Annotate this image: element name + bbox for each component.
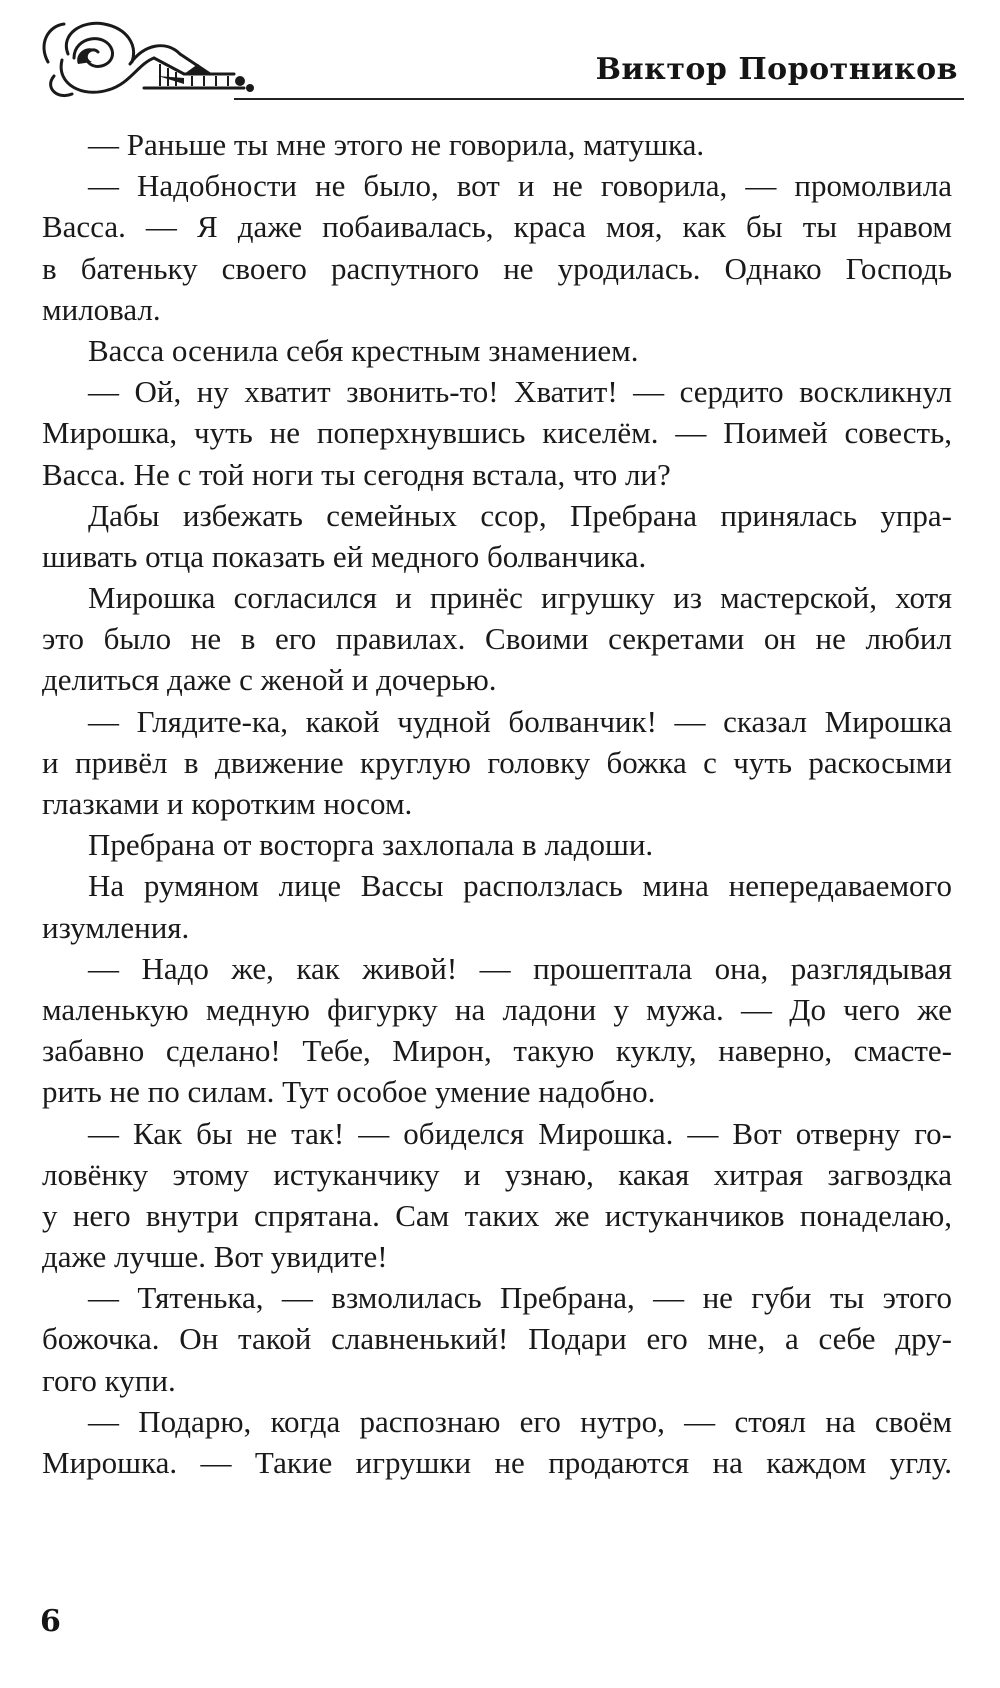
page-number: 6 bbox=[40, 1604, 61, 1639]
text-line: маленькую медную фигурку на ладони у мужа. — До чего же bbox=[42, 991, 952, 1027]
text-line: Васса осенила себя крестным знамением. bbox=[88, 332, 639, 368]
text-line: изумления. bbox=[42, 909, 190, 945]
text-line: и привёл в движение круглую головку божка с чуть раскосыми bbox=[42, 744, 952, 780]
text-line: забавно сделано! Тебе, Мирон, такую куклу, наверно, смасте- bbox=[42, 1033, 952, 1069]
text-line: у него внутри спрятана. Сам таких же истуканчиков понаделаю, bbox=[42, 1197, 952, 1233]
text-line: миловал. bbox=[42, 291, 161, 327]
text-line: — Надобности не было, вот и не говорила, — промолвила bbox=[88, 168, 952, 204]
header-rule bbox=[234, 98, 964, 100]
text-line: это было не в его правилах. Своими секретами он не любил bbox=[42, 621, 952, 657]
text-line: На румяном лице Вассы расползлась мина непередаваемого bbox=[88, 868, 952, 904]
text-line: Васса. — Я даже побаивалась, краса моя, как бы ты нравом bbox=[42, 209, 952, 245]
text-line: рить не по силам. Тут особое умение надобно. bbox=[42, 1074, 656, 1110]
text-line: делиться даже с женой и дочерью. bbox=[42, 662, 497, 698]
text-line: — Глядите-ка, какой чудной болванчик! — сказал Мирошка bbox=[88, 703, 952, 739]
text-line: даже лучше. Вот увидите! bbox=[42, 1239, 388, 1275]
text-line: Васса. Не с той ноги ты сегодня встала, что ли? bbox=[42, 456, 671, 492]
text-line: Мирошка, чуть не поперхнувшись киселём. — Поимей совесть, bbox=[42, 415, 952, 451]
text-line: шивать отца показать ей медного болванчика. bbox=[42, 538, 647, 574]
page-header bbox=[34, 14, 964, 104]
text-line: — Ой, ну хватит звонить-то! Хватит! — сердито воскликнул bbox=[88, 374, 952, 410]
text-line: Дабы избежать семейных ссор, Пребрана принялась упра- bbox=[88, 497, 952, 533]
text-line: Мирошка. — Такие игрушки не продаются на каждом углу. bbox=[42, 1445, 952, 1480]
text-line: ловёнку этому истуканчику и узнаю, какая хитрая загвоздка bbox=[42, 1156, 952, 1192]
body-text bbox=[42, 124, 952, 1483]
text-line: глазками и коротким носом. bbox=[42, 786, 413, 821]
text-line: — Тятенька, — взмолилась Пребрана, — не губи ты этого bbox=[88, 1280, 952, 1316]
text-line: гого купи. bbox=[42, 1362, 176, 1398]
running-head-author: Виктор Поротников bbox=[595, 52, 958, 87]
text-line: — Надо же, как живой! — прошептала она, разглядывая bbox=[88, 950, 952, 986]
text-line: — Как бы не так! — обиделся Мирошка. — Вот отверну го- bbox=[88, 1115, 952, 1151]
text-line: божочка. Он такой славненький! Подари его мне, а себе дру- bbox=[42, 1321, 952, 1357]
ornament-icon bbox=[34, 14, 264, 104]
text-line: — Подарю, когда распознаю его нутро, — стоял на своём bbox=[88, 1403, 952, 1439]
text-line: Мирошка согласился и принёс игрушку из мастерской, хотя bbox=[88, 580, 952, 616]
text-line: Пребрана от восторга захлопала в ладоши. bbox=[88, 827, 654, 863]
text-line: в батеньку своего распутного не уродилась. Однако Господь bbox=[42, 250, 952, 286]
text-line: — Раньше ты мне этого не говорила, матушка. bbox=[88, 127, 705, 162]
